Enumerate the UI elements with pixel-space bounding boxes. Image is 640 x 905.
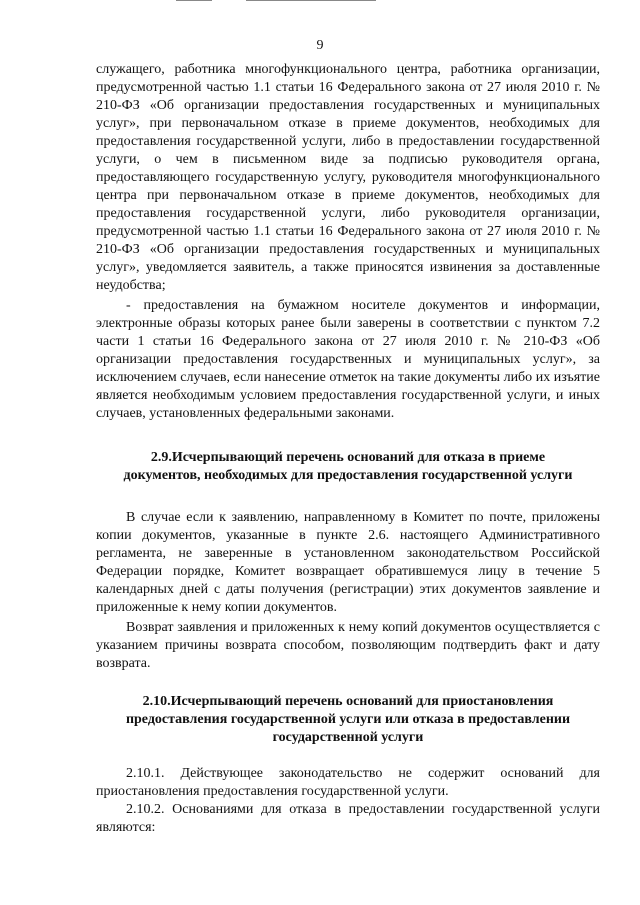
section-2-10-paragraph-2: 2.10.2. Основаниями для отказа в предоставлении государственной услуги являются: (96, 802, 600, 835)
document-body (96, 61, 600, 837)
top-rule-right (246, 0, 376, 1)
section-2-10-heading-line-2: предоставления государственной услуги или отказа в предоставлении (125, 712, 571, 727)
section-2-9-paragraph-1: В случае если к заявлению, направленному в Комитет по почте, приложены копии документов, указанные в пункте 2.6. настоящего Административного регламента, не заверенные в установленном законодательством Российской Федерации порядке, Комитет возвращает обратившемуся лицу в течение 5 календарных дней с даты получения (регистрации) этих документов заявление и приложенные к нему копии документов. (96, 510, 600, 615)
paragraph-paper-documents: - предоставления на бумажном носителе документов и информации, электронные образы которых ранее были заверены в соответствии с пунктом 7.2 части 1 статьи 16 Федерального закона от 27 июля 2010 г. № 210-ФЗ «Об организации предоставления государственных и муниципальных услуг», за исключением случаев, если нанесение отметок на такие документы либо их изъятие является необходимым условием предоставления государственной услуги, и иных случаев, установленных федеральными законами. (96, 298, 600, 421)
section-2-10-heading-line-3: государственной услуги (272, 730, 424, 745)
paragraph-continuation: служащего, работника многофункционального центра, работника организации, предусмотренной частью 1.1 статьи 16 Федерального закона от 27 июля 2010 г. № 210-ФЗ «Об организации предоставления государственных и муниципальных услуг», при первоначальном отказе в приеме документов, необходимых для предоставления государственной услуги, либо в предоставлении государственной услуги, о чем в письменном виде за подписью руководителя органа, предоставляющего государственную услугу, руководителя многофункционального центра при первоначальном отказе в приеме документов, необходимых для предоставления государственной услуги, либо руководителя организации, предусмотренной частью 1.1 статьи 16 Федерального закона от 27 июля 2010 г. № 210-ФЗ «Об организации предоставления государственных и муниципальных услуг», уведомляется заявитель, а также приносятся извинения за доставленные неудобства; (96, 62, 600, 293)
section-2-10-paragraph-1: 2.10.1. Действующее законодательство не содержит оснований для приостановления предоставления государственной услуги. (96, 766, 600, 799)
section-2-9-heading-line-1: 2.9.Исчерпывающий перечень оснований для отказа в приеме (150, 450, 546, 465)
section-2-9-heading-line-2: документов, необходимых для предоставления государственной услуги (123, 468, 573, 483)
section-2-10-heading-line-1: 2.10.Исчерпывающий перечень оснований для приостановления (142, 694, 554, 709)
top-rule-left (176, 0, 212, 1)
section-2-9-paragraph-2: Возврат заявления и приложенных к нему копий документов осуществляется с указанием причины возврата способом, позволяющим подтвердить факт и дату возврата. (96, 620, 600, 671)
page-number: 9 (316, 38, 324, 53)
